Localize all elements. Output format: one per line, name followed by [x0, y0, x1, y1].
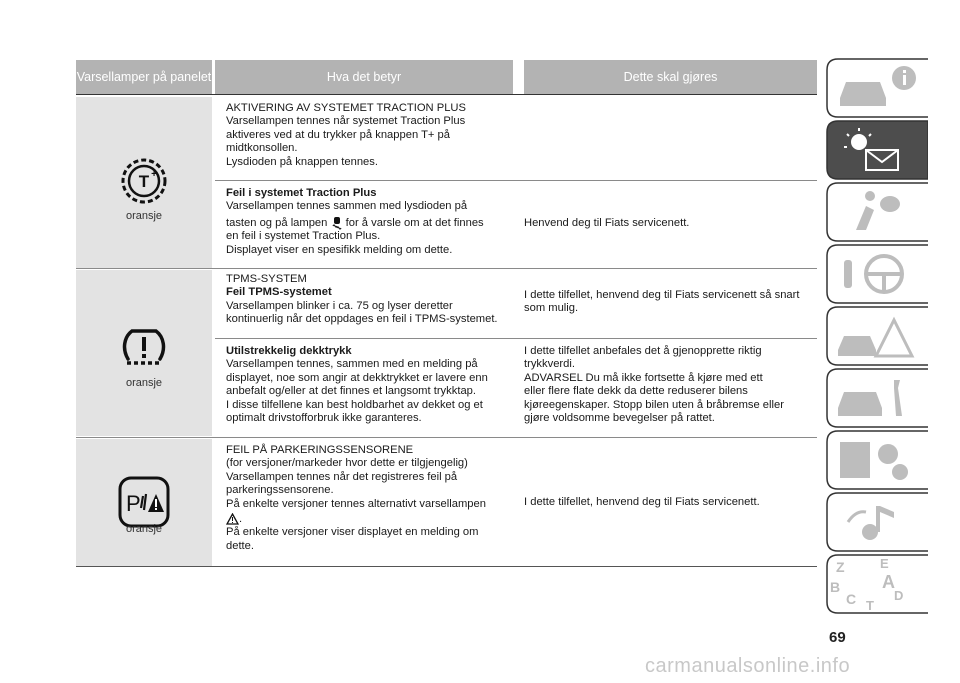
- safety-tab[interactable]: [826, 182, 928, 242]
- header-action: Dette skal gjøres: [524, 60, 817, 94]
- low-pressure-text: [226, 345, 518, 425]
- parking-sensor-text: [226, 444, 518, 553]
- table-bottom-rule: [76, 566, 817, 567]
- watermark: carmanualsonline.info: [645, 655, 851, 677]
- text-line: TPMS-SYSTEM: [226, 273, 307, 285]
- text-line: aktiveres ved at du trykker på knappen T+ på: [226, 128, 450, 141]
- text-line: Varsellampen blinker i ca. 75 og lyser deretter: [226, 299, 453, 312]
- tc-plus-warning-icon: [118, 155, 170, 207]
- text-line: parkeringssensorene.: [226, 484, 334, 497]
- svg-text:P: P: [126, 491, 141, 516]
- header-meaning: Hva det betyr: [215, 60, 513, 94]
- parking-sensor-warning-icon: [118, 476, 170, 528]
- text-line: trykkverdi.: [524, 358, 575, 371]
- index-letter: C: [846, 591, 857, 607]
- text-line: kjøreegenskaper. Stopp bilen uten å bråbremse eller: [524, 398, 784, 411]
- technical-data-tab[interactable]: [826, 430, 928, 490]
- text-line: AKTIVERING AV SYSTEMET TRACTION PLUS: [226, 102, 466, 114]
- index-letter: A: [882, 572, 895, 592]
- text-line: FEIL PÅ PARKERINGSSENSORENE: [226, 444, 414, 456]
- text-line: Displayet viser en spesifikk melding om dette.: [226, 243, 453, 256]
- index-tab[interactable]: [826, 554, 928, 614]
- warning-triangle-icon: [226, 513, 239, 525]
- lamp-cell-tpms: [76, 270, 212, 436]
- row-divider: [76, 268, 817, 269]
- text-line: ADVARSEL Du må ikke fortsette å kjøre med ett: [524, 371, 763, 384]
- lamp-caption: oransje: [125, 523, 163, 535]
- page-number: 69: [829, 629, 846, 646]
- traction-fault-action: Henvend deg til Fiats servicenett.: [524, 217, 690, 229]
- text-line: optimalt drivstofforbruk ikke garanteres.: [226, 412, 422, 425]
- text-line: som mulig.: [524, 302, 579, 315]
- lamp-cell-traction: [76, 97, 212, 268]
- text-line: for å varsle om at det finnes: [345, 216, 484, 229]
- car-info-tab[interactable]: [826, 58, 928, 118]
- index-letter: Z: [836, 559, 845, 575]
- row-divider: [215, 338, 817, 339]
- lamp-cell-parking: [76, 439, 212, 566]
- lamp-caption: oransje: [125, 377, 163, 389]
- text-line: Varsellampen tennes når det registreres feil på: [226, 470, 458, 483]
- text-line: I disse tilfellene kan best holdbarhet av dekket og et: [226, 398, 483, 411]
- header-rule: [76, 94, 817, 95]
- text-line: På enkelte versjoner tennes alternativt varsellampen: [226, 497, 486, 510]
- index-letter: E: [880, 556, 889, 571]
- traction-activation-text: [226, 102, 518, 169]
- tpms-warning-icon: [118, 323, 170, 375]
- tpms-fault-action: [524, 289, 817, 316]
- text-line: tasten og på lampen: [226, 216, 328, 229]
- svg-text:+: +: [151, 169, 157, 180]
- block-title: Feil i systemet Traction Plus: [226, 187, 377, 199]
- text-line: (for versjoner/markeder hvor dette er tilgjengelig): [226, 457, 468, 470]
- text-line: displayet, noe som angir at dekktrykket er lavere enn: [226, 371, 488, 384]
- warning-lights-tab[interactable]: [826, 120, 928, 180]
- text-line: gjøre voldsomme bevegelser på rattet.: [524, 412, 715, 425]
- parking-sensor-action: I dette tilfellet, henvend deg til Fiats servicenett.: [524, 496, 760, 508]
- text-line: Lysdioden på knappen tennes.: [226, 155, 378, 168]
- starting-driving-tab[interactable]: [826, 244, 928, 304]
- svg-text:T: T: [138, 172, 150, 191]
- text-line: en feil i systemet Traction Plus.: [226, 230, 381, 243]
- block-title: Utilstrekkelig dekktrykk: [226, 345, 352, 357]
- text-line: Varsellampen tennes sammen med lysdioden på: [226, 200, 468, 213]
- header-lamp: Varsellamper på panelet: [76, 60, 212, 94]
- text-line: Varsellampen tennes når systemet Traction Plus: [226, 115, 466, 128]
- block-title: Feil TPMS-systemet: [226, 286, 332, 299]
- text-line: midtkonsollen.: [226, 142, 298, 155]
- text-line: På enkelte versjoner viser displayet en melding om: [226, 526, 479, 539]
- text-line: Varsellampen tennes, sammen med en melding på: [226, 358, 478, 371]
- traction-fault-text: [226, 187, 518, 257]
- index-letter: T: [866, 598, 874, 613]
- index-letter: D: [894, 588, 904, 603]
- maintenance-tab[interactable]: [826, 368, 928, 428]
- emergency-tab[interactable]: [826, 306, 928, 366]
- multimedia-tab[interactable]: [826, 492, 928, 552]
- text-line: .: [239, 513, 243, 526]
- text-line: dette.: [226, 539, 254, 552]
- low-pressure-action: [524, 345, 817, 425]
- row-divider: [215, 180, 817, 181]
- text-line: I dette tilfellet anbefales det å gjenopprette riktig: [524, 345, 762, 357]
- text-line: I dette tilfellet, henvend deg til Fiats servicenett så snart: [524, 289, 800, 301]
- text-line: kontinuerlig når det oppdages en feil i TPMS-systemet.: [226, 313, 498, 326]
- text-line: eller flere flate dekk da dette reduserer bilens: [524, 385, 748, 398]
- lamp-caption: oransje: [125, 210, 163, 222]
- skid-car-icon: [331, 216, 343, 230]
- tpms-fault-text: [226, 273, 518, 327]
- text-line: anbefalt og/eller at det finnes et langsomt trykktap.: [226, 385, 476, 398]
- index-letter: B: [830, 579, 841, 595]
- row-divider: [76, 437, 817, 438]
